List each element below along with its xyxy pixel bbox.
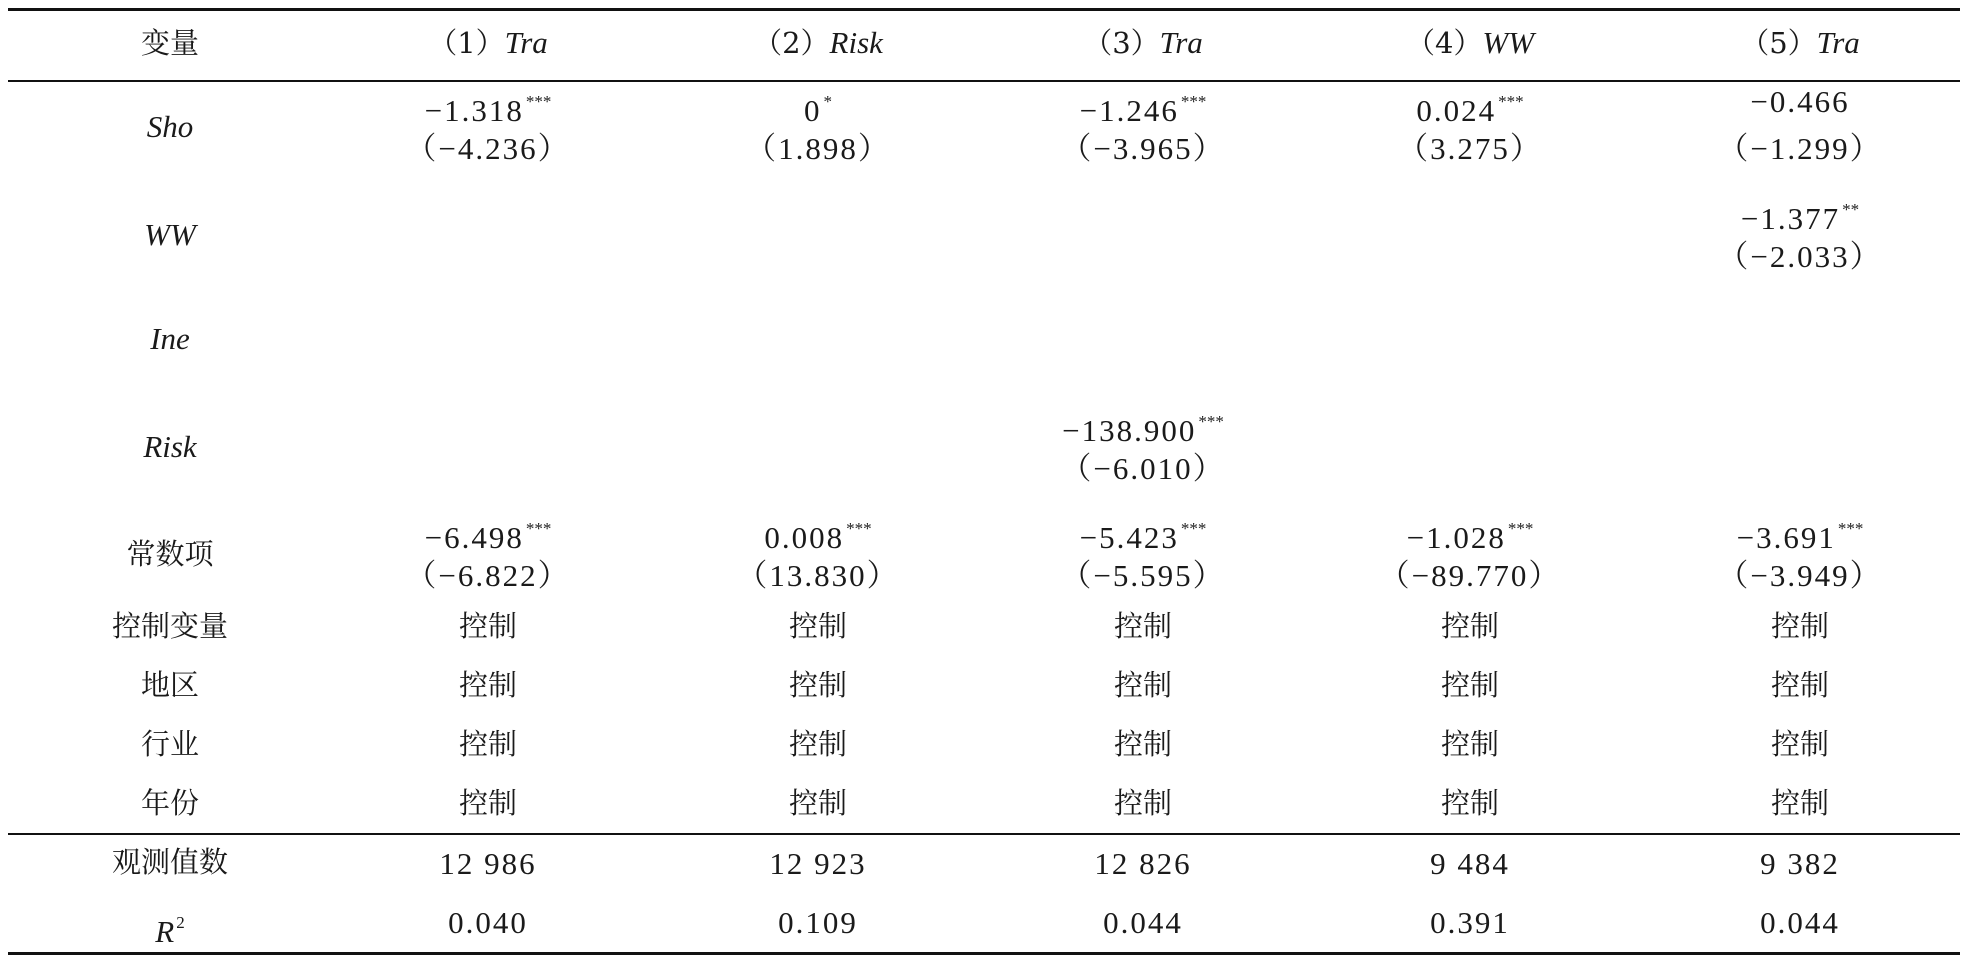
control-cell: 控制: [1440, 668, 1500, 702]
t-stat-cell: （13.830）: [736, 558, 900, 593]
significance-stars: ***: [1180, 519, 1207, 538]
t-stat-cell: （−1.299）: [1717, 131, 1883, 166]
control-cell: 控制: [1113, 668, 1173, 702]
coefficient-cell: [1407, 512, 1534, 555]
control-cell: 控制: [458, 727, 518, 761]
significance-stars: ***: [1507, 519, 1534, 538]
coefficient-value: −1.377: [1740, 201, 1841, 236]
coefficient-cell: [1750, 85, 1849, 119]
t-stat-cell: （−4.236）: [405, 131, 571, 166]
header-col-dep: Tra: [1159, 25, 1203, 60]
control-cell: 控制: [1770, 609, 1830, 643]
t-stat-cell: （−89.770）: [1378, 558, 1562, 593]
control-cell: 控制: [788, 786, 848, 820]
header-col-2: [753, 26, 883, 60]
stat-cell: 0.044: [1103, 905, 1183, 940]
row-label: 观测值数: [111, 845, 229, 879]
t-stat-cell: （1.898）: [745, 131, 891, 166]
row-label: Ine: [150, 321, 190, 356]
coefficient-value: 0.024: [1416, 93, 1497, 128]
header-col-num: （4）: [1405, 26, 1483, 60]
t-stat-cell: （−6.010）: [1060, 451, 1226, 486]
coefficient-cell: [1737, 512, 1864, 555]
coefficient-value: −0.466: [1750, 84, 1850, 119]
control-cell: 控制: [1770, 727, 1830, 761]
coefficient-value: 0: [804, 93, 822, 128]
t-stat-cell: （−3.949）: [1717, 558, 1883, 593]
coefficient-cell: [1741, 193, 1859, 236]
header-col-num: （1）: [428, 26, 505, 60]
stat-cell: 12 986: [439, 846, 537, 881]
stat-cell: 12 923: [769, 846, 867, 881]
stat-cell: 0.109: [778, 905, 858, 940]
header-col-1: [428, 26, 548, 60]
bottom-rule: [8, 952, 1960, 955]
coefficient-value: 0.008: [764, 520, 845, 555]
row-label: Risk: [143, 429, 197, 464]
row-label: 控制变量: [111, 609, 229, 643]
t-stat-cell: （3.275）: [1397, 131, 1543, 166]
coefficient-value: −6.498: [424, 520, 524, 555]
coefficient-cell: [425, 512, 552, 555]
significance-stars: ***: [846, 519, 872, 538]
stat-cell: 0.044: [1760, 905, 1840, 940]
stat-cell: 9 484: [1430, 846, 1510, 881]
coefficient-cell: [1416, 85, 1523, 128]
significance-stars: ***: [1198, 412, 1224, 431]
significance-stars: ***: [525, 92, 552, 111]
header-col-num: （3）: [1083, 26, 1160, 60]
significance-stars: *: [823, 92, 832, 111]
row-label-superscript: 2: [176, 913, 185, 932]
control-cell: 控制: [788, 609, 848, 643]
control-cell: 控制: [458, 668, 518, 702]
control-cell: 控制: [788, 668, 848, 702]
header-col-5: [1740, 26, 1860, 60]
coefficient-cell: [764, 512, 871, 555]
row-label: 行业: [140, 727, 200, 761]
top-rule: [8, 8, 1960, 11]
row-label: 地区: [140, 668, 200, 702]
control-cell: 控制: [1770, 668, 1830, 702]
control-cell: 控制: [1770, 786, 1830, 820]
row-label: WW: [144, 217, 196, 252]
row-label: [155, 906, 184, 949]
stat-cell: 0.391: [1430, 905, 1510, 940]
t-stat-cell: （−2.033）: [1717, 239, 1883, 274]
row-label: Sho: [146, 109, 194, 144]
significance-stars: ***: [1837, 519, 1864, 538]
header-col-num: （2）: [753, 26, 830, 60]
row-label: 年份: [140, 786, 200, 820]
control-cell: 控制: [788, 727, 848, 761]
header-col-4: [1406, 26, 1534, 60]
control-cell: 控制: [458, 786, 518, 820]
row-label: 常数项: [126, 537, 214, 571]
coefficient-cell: [425, 85, 552, 128]
control-cell: 控制: [1113, 609, 1173, 643]
control-cell: 控制: [1440, 727, 1500, 761]
coefficient-cell: [1080, 512, 1207, 555]
coefficient-value: −3.691: [1736, 520, 1836, 555]
coefficient-value: −5.423: [1079, 520, 1179, 555]
coefficient-value: −138.900: [1062, 413, 1197, 448]
t-stat-cell: （−5.595）: [1060, 558, 1226, 593]
control-cell: 控制: [1440, 786, 1500, 820]
coefficient-cell: [1062, 405, 1224, 448]
header-variable: 变量: [140, 26, 200, 60]
control-cell: 控制: [458, 609, 518, 643]
stat-cell: 0.040: [448, 905, 528, 940]
header-rule: [8, 80, 1960, 82]
header-col-dep: WW: [1482, 25, 1535, 60]
significance-stars: ***: [1498, 92, 1524, 111]
header-col-3: [1083, 26, 1203, 60]
header-col-dep: Tra: [1816, 25, 1860, 60]
significance-stars: **: [1842, 200, 1860, 219]
stat-cell: 9 382: [1760, 846, 1840, 881]
t-stat-cell: （−3.965）: [1060, 131, 1226, 166]
coefficient-cell: [804, 85, 832, 128]
t-stat-cell: （−6.822）: [405, 558, 571, 593]
control-cell: 控制: [1113, 786, 1173, 820]
coefficient-value: −1.318: [424, 93, 524, 128]
header-col-dep: Risk: [829, 25, 883, 60]
significance-stars: ***: [525, 519, 552, 538]
coefficient-cell: [1080, 85, 1207, 128]
control-cell: 控制: [1113, 727, 1173, 761]
coefficient-value: −1.246: [1079, 93, 1179, 128]
stat-cell: 12 826: [1094, 846, 1192, 881]
row-label-base: R: [155, 914, 175, 949]
header-col-num: （5）: [1740, 26, 1817, 60]
header-col-dep: Tra: [504, 25, 548, 60]
stats-rule: [8, 833, 1960, 835]
control-cell: 控制: [1440, 609, 1500, 643]
coefficient-value: −1.028: [1406, 520, 1506, 555]
significance-stars: ***: [1180, 92, 1207, 111]
